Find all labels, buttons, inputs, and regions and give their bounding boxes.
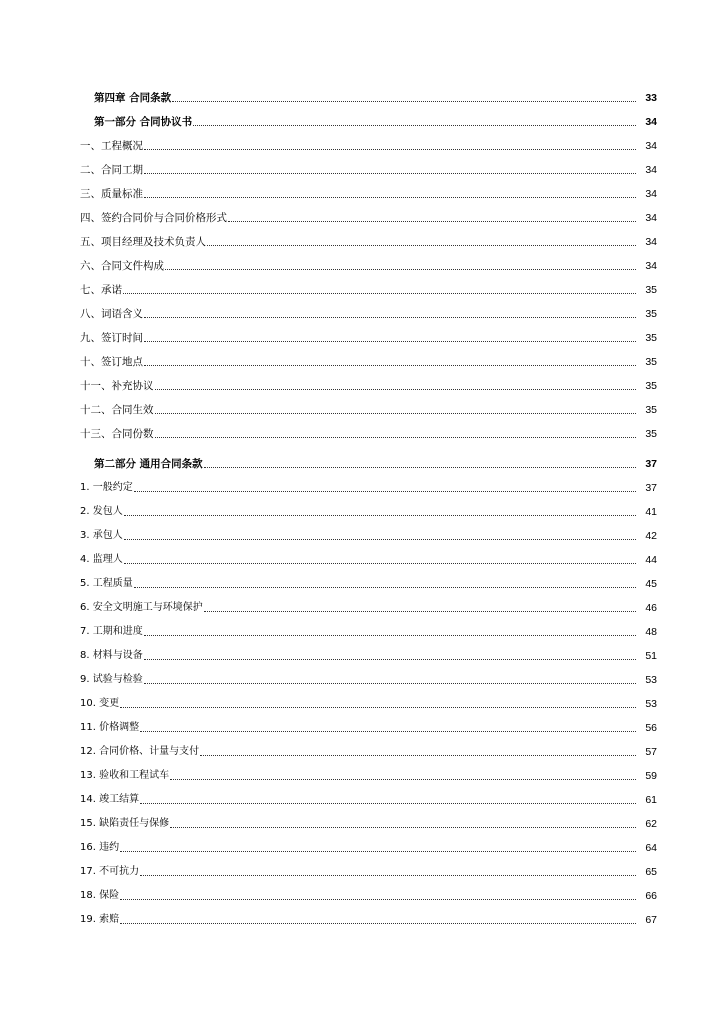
toc-entry-page-number: 35 [645,428,657,440]
toc-entry-page-number: 59 [645,770,657,782]
toc-entry[interactable] [80,887,657,903]
toc-entry-label: 九、签订时间 [80,332,143,344]
toc-entry[interactable] [80,719,657,735]
dot-leader [165,269,636,270]
dot-leader [134,491,636,492]
toc-entry[interactable] [80,161,657,177]
toc-heading[interactable] [94,89,657,105]
toc-entry-label: 17. 不可抗力 [80,866,140,877]
toc-entry-page-number: 57 [645,746,657,758]
toc-entry-label: 第四章 合同条款 [94,92,172,104]
toc-heading[interactable] [94,113,657,129]
toc-entry-page-number: 34 [645,116,657,128]
toc-entry-label: 8. 材料与设备 [80,650,143,661]
toc-entry-label: 15. 缺陷责任与保修 [80,818,170,829]
toc-entry-page-number: 34 [645,260,657,272]
dot-leader [170,779,636,780]
toc-entry-page-number: 37 [645,458,657,470]
toc-entry[interactable] [80,695,657,711]
toc-entry-page-number: 34 [645,188,657,200]
toc-entry-page-number: 35 [645,332,657,344]
dot-leader [144,365,636,366]
toc-entry-label: 十三、合同份数 [80,428,154,440]
dot-leader [228,221,636,222]
toc-entry[interactable] [80,281,657,297]
dot-leader [144,659,636,660]
dot-leader [134,587,636,588]
toc-entry[interactable] [80,647,657,663]
dot-leader [140,875,636,876]
toc-entry[interactable] [80,377,657,393]
toc-heading[interactable] [94,455,657,471]
toc-entry-page-number: 35 [645,284,657,296]
toc-entry[interactable] [80,305,657,321]
toc-entry[interactable] [80,767,657,783]
toc-entry-page-number: 34 [645,140,657,152]
toc-entry-label: 11. 价格调整 [80,722,140,733]
dot-leader [144,173,636,174]
toc-entry[interactable] [80,863,657,879]
toc-entry[interactable] [80,185,657,201]
toc-entry-page-number: 35 [645,356,657,368]
dot-leader [200,755,636,756]
toc-entry[interactable] [80,839,657,855]
toc-entry[interactable] [80,479,657,495]
dot-leader [120,707,636,708]
dot-leader [124,539,636,540]
toc-entry-page-number: 61 [645,794,657,806]
toc-entry-page-number: 64 [645,842,657,854]
toc-entry-label: 2. 发包人 [80,506,123,517]
toc-entry[interactable] [80,671,657,687]
toc-entry[interactable] [80,575,657,591]
toc-entry-page-number: 66 [645,890,657,902]
dot-leader [144,317,636,318]
toc-entry-label: 五、项目经理及技术负责人 [80,236,206,248]
toc-entry-label: 四、签约合同价与合同价格形式 [80,212,227,224]
toc-entry[interactable] [80,209,657,225]
toc-entry-label: 十二、合同生效 [80,404,154,416]
toc-entry[interactable] [80,815,657,831]
toc-entry-page-number: 48 [645,626,657,638]
dot-leader [124,563,636,564]
toc-entry-label: 6. 安全文明施工与环境保护 [80,602,203,613]
toc-entry-label: 二、合同工期 [80,164,143,176]
dot-leader [124,515,636,516]
dot-leader [155,389,637,390]
toc-entry-label: 六、合同文件构成 [80,260,164,272]
dot-leader [172,101,636,102]
toc-entry-label: 9. 试验与检验 [80,674,143,685]
toc-entry-label: 5. 工程质量 [80,578,133,589]
toc-entry-page-number: 41 [645,506,657,518]
dot-leader [120,923,636,924]
toc-entry-label: 第二部分 通用合同条款 [94,458,203,470]
dot-leader [144,197,636,198]
dot-leader [144,149,636,150]
toc-entry-label: 10. 变更 [80,698,120,709]
toc-entry-page-number: 37 [645,482,657,494]
toc-entry-label: 13. 验收和工程试车 [80,770,170,781]
dot-leader [144,341,636,342]
toc-entry[interactable] [80,503,657,519]
toc-entry-page-number: 34 [645,236,657,248]
dot-leader [123,293,636,294]
dot-leader [207,245,636,246]
toc-entry-label: 第一部分 合同协议书 [94,116,193,128]
toc-entry[interactable] [80,743,657,759]
dot-leader [204,611,636,612]
toc-entry-label: 14. 竣工结算 [80,794,140,805]
toc-entry-page-number: 33 [645,92,657,104]
dot-leader [120,851,636,852]
toc-entry-page-number: 51 [645,650,657,662]
toc-entry-page-number: 53 [645,698,657,710]
toc-entry-label: 16. 违约 [80,842,120,853]
dot-leader [155,437,637,438]
toc-entry-label: 十一、补充协议 [80,380,154,392]
toc-entry-page-number: 67 [645,914,657,926]
dot-leader [120,899,636,900]
toc-entry-label: 十、签订地点 [80,356,143,368]
dot-leader [144,683,636,684]
dot-leader [155,413,637,414]
toc-entry-label: 八、词语含义 [80,308,143,320]
dot-leader [144,635,636,636]
toc-entry[interactable] [80,911,657,927]
dot-leader [204,467,636,468]
dot-leader [140,731,636,732]
toc-entry-page-number: 53 [645,674,657,686]
toc-entry-label: 三、质量标准 [80,188,143,200]
toc-entry[interactable] [80,233,657,249]
toc-entry-label: 18. 保险 [80,890,120,901]
toc-entry-page-number: 56 [645,722,657,734]
toc-entry-label: 19. 索赔 [80,914,120,925]
toc-entry-page-number: 62 [645,818,657,830]
toc-entry[interactable] [80,527,657,543]
toc-entry[interactable] [80,137,657,153]
toc-entry-page-number: 44 [645,554,657,566]
toc-entry[interactable] [80,623,657,639]
toc-entry-page-number: 42 [645,530,657,542]
toc-entry[interactable] [80,353,657,369]
toc-entry[interactable] [80,401,657,417]
dot-leader [140,803,636,804]
toc-entry-label: 七、承诺 [80,284,122,296]
toc-entry-label: 3. 承包人 [80,530,123,541]
toc-entry-page-number: 65 [645,866,657,878]
toc-entry-label: 7. 工期和进度 [80,626,143,637]
toc-entry-label: 12. 合同价格、计量与支付 [80,746,200,757]
toc-entry[interactable] [80,599,657,615]
toc-entry[interactable] [80,791,657,807]
toc-entry-label: 1. 一般约定 [80,482,133,493]
toc-entry-page-number: 35 [645,308,657,320]
toc-entry-page-number: 35 [645,404,657,416]
toc-entry-label: 4. 监理人 [80,554,123,565]
dot-leader [170,827,636,828]
toc-entry-page-number: 45 [645,578,657,590]
toc-entry[interactable] [80,329,657,345]
dot-leader [193,125,636,126]
toc-entry[interactable] [80,425,657,441]
toc-entry-page-number: 34 [645,212,657,224]
toc-entry-page-number: 35 [645,380,657,392]
toc-entry-page-number: 46 [645,602,657,614]
toc-entry[interactable] [80,551,657,567]
toc-entry-label: 一、工程概况 [80,140,143,152]
toc-entry[interactable] [80,257,657,273]
toc-entry-page-number: 34 [645,164,657,176]
